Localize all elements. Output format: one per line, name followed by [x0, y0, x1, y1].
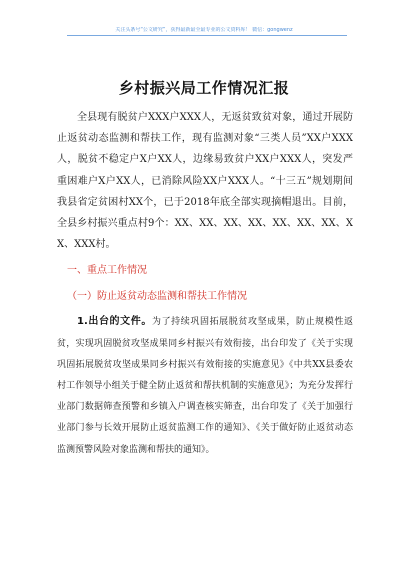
- document-title: 乡村振兴局工作情况汇报: [118, 79, 290, 97]
- item-lead: 1.出台的文件。: [77, 316, 152, 328]
- item-body: 为了持续巩固拓展脱贫攻坚成果，防止规模性返贫，实现巩固脱贫攻坚成果同乡村振兴有效衔接，出台印发了《关于实现巩固拓展脱贫攻坚成果同乡村振兴有效衔接的实施意见》《中共XX县委农村工作领导小组关于健全防止返贫和帮扶机制的实施意见》；为充分发挥行业部门数据筛查预警和乡镇入户调查核实筛查，出台印发了《关于加强行业部门参与长效开展防止返贫监测工作的通知》、《关于做好防止返贫动态监测预警风险对象监测和帮扶的通知》。: [57, 317, 353, 455]
- item-paragraph: [57, 311, 353, 460]
- subsection-heading: （一）防止返贫动态监测和帮扶工作情况: [67, 291, 247, 303]
- header-banner: 关注头条号“公文研究”，获得最新最全最专业的公文资料库！ 微信：gongwenz: [115, 27, 293, 33]
- section-heading: 一、重点工作情况: [67, 265, 147, 277]
- intro-paragraph: 全县现有脱贫户XXX户XXX人，无返贫致贫对象，通过开展防止返贫动态监测和帮扶工作，现有监测对象“三类人员”XX户XXX人，脱贫不稳定户X户XX人，边缘易致贫户XX户XXX人，突发严重困难户X户XX人，已消除风险XX户XXX人。“十三五”规划期间我县省定贫困村XX个，已于2018年底全部实现摘帽退出。目前，全县乡村振兴重点村9个：XX、XX、XX、XX、XX、XX、XX、XX、XXX村。: [57, 112, 353, 251]
- document-body: [57, 107, 353, 461]
- header-divider: [67, 35, 347, 36]
